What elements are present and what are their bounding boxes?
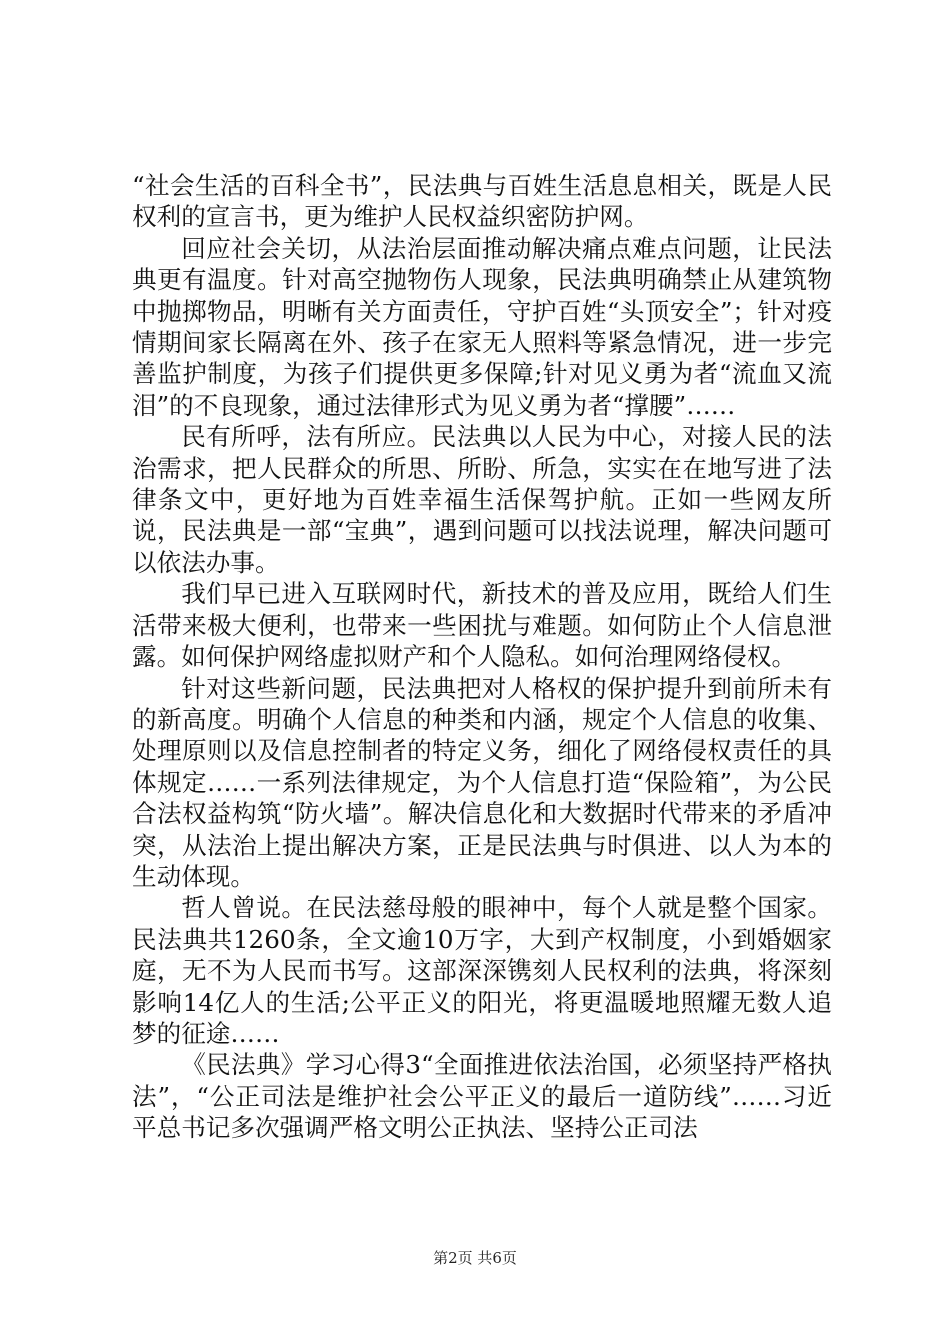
document-body: [132, 170, 832, 1144]
paragraph: 《民法典》学习心得3“全面推进依法治国，必须坚持严格执法”，“公正司法是维护社会公平正义的最后一道防线”……习近平总书记多次强调严格文明公正执法、坚持公正司法: [132, 1050, 832, 1143]
paragraph: 回应社会关切，从法治层面推动解决痛点难点问题，让民法典更有温度。针对高空抛物伤人现象，民法典明确禁止从建筑物中抛掷物品，明晰有关方面责任，守护百姓“头顶安全”；针对疫情期间家长隔离在外、孩子在家无人照料等紧急情况，进一步完善监护制度，为孩子们提供更多保障;针对见义勇为者“流血又流泪”的不良现象，通过法律形式为见义勇为者“撑腰”……: [132, 233, 832, 420]
paragraph: 哲人曾说。在民法慈母般的眼神中，每个人就是整个国家。民法典共1260条，全文逾10万字，大到产权制度，小到婚姻家庭，无不为人民而书写。这部深深镌刻人民权利的法典，将深刻影响14亿人的生活;公平正义的阳光，将更温暖地照耀无数人追梦的征途……: [132, 893, 832, 1048]
paragraph: 我们早已进入互联网时代，新技术的普及应用，既给人们生活带来极大便利，也带来一些困扰与难题。如何防止个人信息泄露。如何保护网络虚拟财产和个人隐私。如何治理网络侵权。: [132, 579, 832, 672]
page-number: 第2页 共6页: [433, 1249, 517, 1267]
paragraph: 民有所呼，法有所应。民法典以人民为中心，对接人民的法治需求，把人民群众的所思、所盼、所急，实实在在地写进了法律条文中，更好地为百姓幸福生活保驾护航。正如一些网友所说，民法典是一部“宝典”，遇到问题可以找法说理，解决问题可以依法办事。: [132, 422, 832, 577]
paragraph: “社会生活的百科全书”，民法典与百姓生活息息相关，既是人民权利的宣言书，更为维护人民权益织密防护网。: [132, 171, 832, 232]
paragraph: 针对这些新问题，民法典把对人格权的保护提升到前所未有的新高度。明确个人信息的种类和内涵，规定个人信息的收集、处理原则以及信息控制者的特定义务，细化了网络侵权责任的具体规定……一系列法律规定，为个人信息打造“保险箱”，为公民合法权益构筑“防火墙”。解决信息化和大数据时代带来的矛盾冲突，从法治上提出解决方案，正是民法典与时俱进、以人为本的生动体现。: [132, 673, 832, 891]
page-footer: [0, 1247, 950, 1268]
